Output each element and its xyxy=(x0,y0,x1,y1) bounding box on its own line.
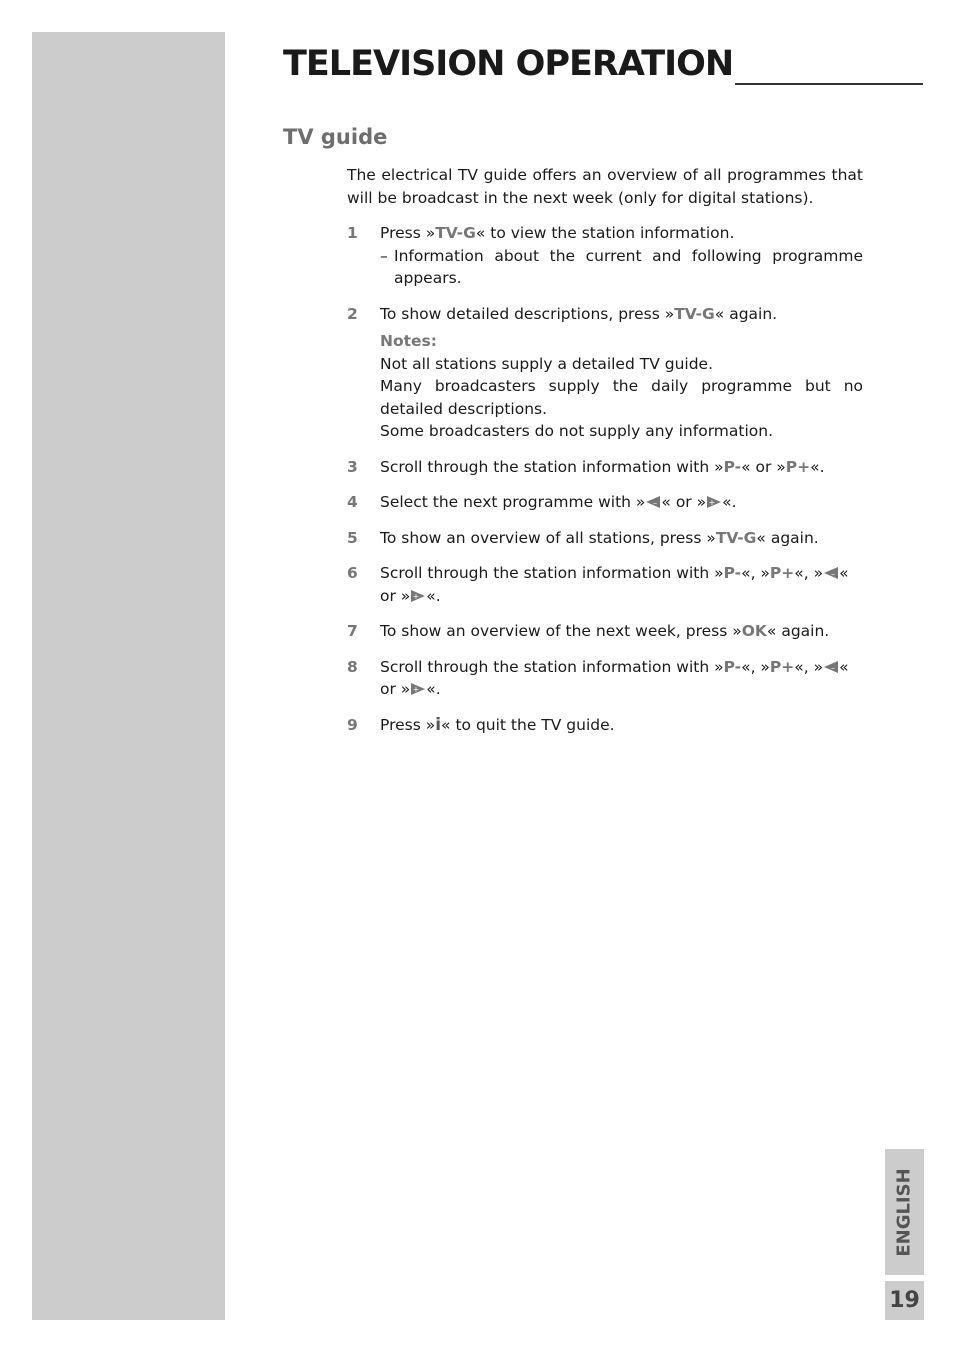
page-number: 19 xyxy=(885,1281,924,1320)
step-8 xyxy=(347,656,863,701)
svg-text:–: – xyxy=(653,498,658,508)
step-number: 1 xyxy=(347,224,358,242)
step-number: 9 xyxy=(347,715,358,734)
right-arrow-icon xyxy=(410,590,426,602)
step-text: Scroll through the station information with »P-« or »P+«. xyxy=(380,457,825,476)
key-tv-g: TV-G xyxy=(435,224,476,242)
key-ok: OK xyxy=(741,622,767,640)
key-p-plus: P+ xyxy=(769,657,795,676)
svg-text:+: + xyxy=(708,498,716,507)
step-number: 6 xyxy=(347,564,358,582)
key-p-plus: P+ xyxy=(769,564,795,582)
step-text: To show an overview of the next week, press »OK« again. xyxy=(380,622,830,640)
svg-text:+: + xyxy=(412,591,420,601)
dash: – xyxy=(380,246,388,265)
right-arrow-icon xyxy=(706,496,722,508)
right-arrow-icon xyxy=(410,683,426,695)
notes-block xyxy=(380,330,863,443)
language-tab xyxy=(885,1149,924,1275)
step-number: 8 xyxy=(347,657,358,676)
key-p-plus: P+ xyxy=(785,457,811,476)
sub-text: Information about the current and following programme appears. xyxy=(394,246,863,287)
left-arrow-icon xyxy=(823,661,839,673)
step-text: To show detailed descriptions, press »TV-G« again. xyxy=(380,304,778,323)
key-tv-g: TV-G xyxy=(674,304,715,323)
svg-text:+: + xyxy=(412,685,420,694)
svg-text:–: – xyxy=(831,569,836,579)
step-text: Select the next programme with » – « or » + «. xyxy=(380,493,737,511)
step-text: Scroll through the station information with »P-«, »P+«, » – « or » + «. xyxy=(380,657,849,698)
section-heading: TV guide xyxy=(283,125,388,149)
content xyxy=(347,164,863,749)
note-line: Not all stations supply a detailed TV guide. xyxy=(380,354,714,373)
left-sidebar xyxy=(32,32,225,1320)
step-text: Scroll through the station information with »P-«, »P+«, » – « or » + «. xyxy=(380,564,849,605)
title-rule xyxy=(735,83,923,85)
step-1 xyxy=(347,222,863,290)
step-5 xyxy=(347,527,863,550)
step-3 xyxy=(347,456,863,479)
key-p-minus: P- xyxy=(723,657,742,676)
step-text: To show an overview of all stations, press »TV-G« again. xyxy=(380,528,819,547)
key-p-minus: P- xyxy=(723,457,742,476)
step-number: 3 xyxy=(347,457,358,476)
step-4 xyxy=(347,491,863,514)
language-label: ENGLISH xyxy=(894,1167,915,1257)
info-icon: i xyxy=(435,714,442,735)
step-9 xyxy=(347,714,863,737)
page-title: TELEVISION OPERATION xyxy=(283,44,734,84)
step-7 xyxy=(347,620,863,643)
note-line: Many broadcasters supply the daily programme but no detailed descriptions. xyxy=(380,377,863,418)
step-2 xyxy=(347,303,863,443)
step-number: 7 xyxy=(347,622,358,640)
step-number: 5 xyxy=(347,528,358,547)
left-arrow-icon xyxy=(645,496,661,508)
step-text: Press »TV-G« to view the station information. xyxy=(380,224,735,242)
step-6 xyxy=(347,562,863,607)
key-p-minus: P- xyxy=(723,564,742,582)
note-line: Some broadcasters do not supply any information. xyxy=(380,422,774,440)
step-number: 4 xyxy=(347,493,358,511)
notes-title: Notes: xyxy=(380,332,437,350)
intro-paragraph: The electrical TV guide offers an overview of all programmes that will be broadcast in the next week (only for digital stations). xyxy=(347,166,863,207)
left-arrow-icon xyxy=(823,567,839,579)
step-number: 2 xyxy=(347,304,358,323)
svg-text:–: – xyxy=(831,663,836,672)
key-tv-g: TV-G xyxy=(715,528,757,547)
step-sub-item xyxy=(380,245,863,290)
step-text: Press »i« to quit the TV guide. xyxy=(380,714,615,735)
